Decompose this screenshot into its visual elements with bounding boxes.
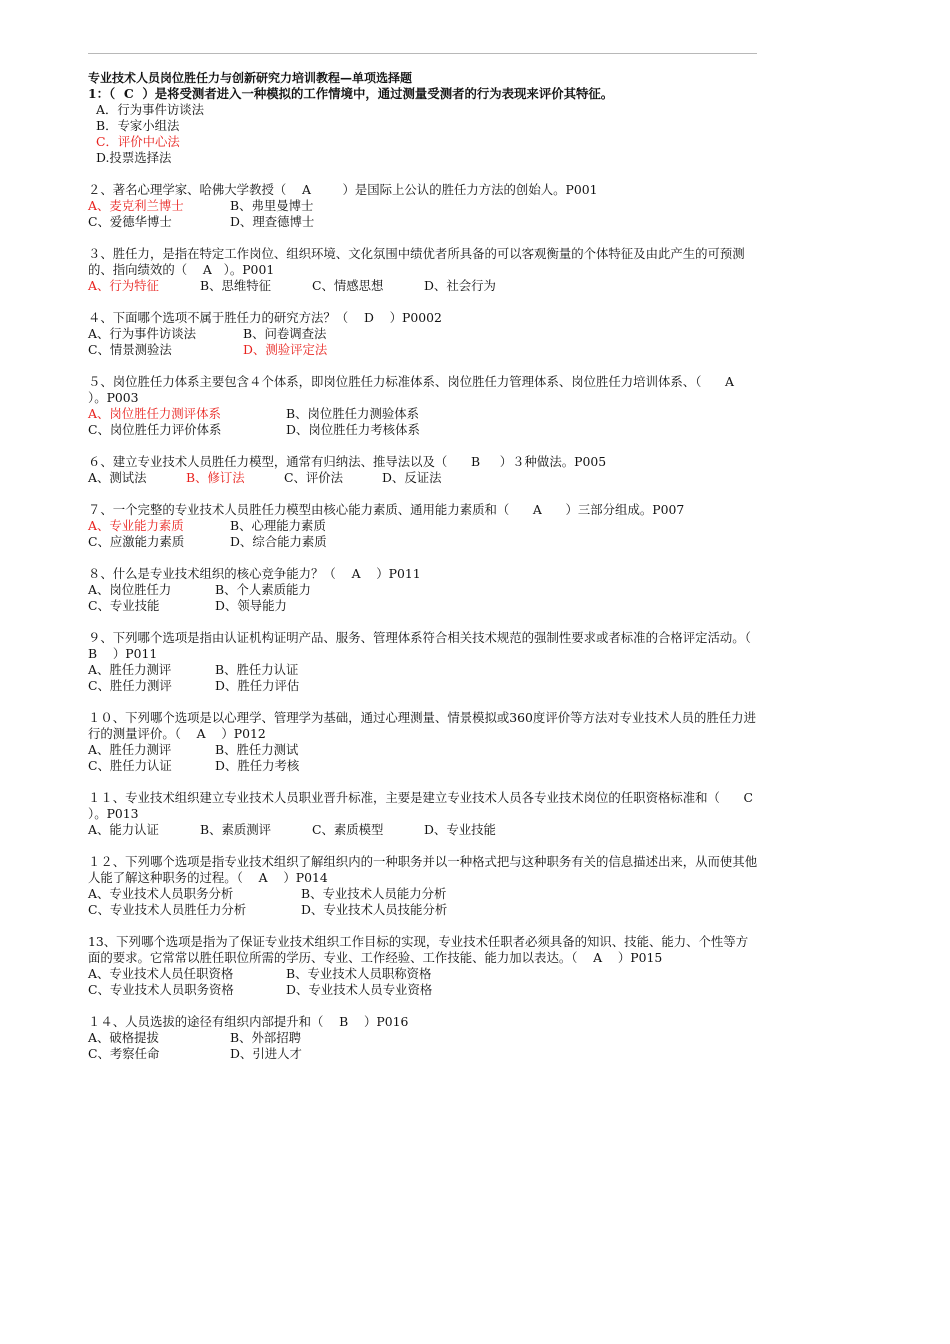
option-d: D、领导能力 — [215, 598, 287, 613]
option-c: C、胜任力测评 — [88, 678, 172, 693]
option-c: C、专业技术人员胜任力分析 — [88, 902, 247, 917]
question-8 — [88, 566, 758, 614]
option-b: B、岗位胜任力测验体系 — [286, 406, 420, 421]
option-a: A．行为事件访谈法 — [96, 102, 205, 117]
question-stem: ２、著名心理学家、哈佛大学教授（ A ）是国际上公认的胜任力方法的创始人。P001 — [88, 182, 598, 197]
option-a: A、破格提拔 — [88, 1030, 159, 1045]
question-stem: １１、专业技术组织建立专业技术人员职业晋升标准，主要是建立专业技术人员各专业技术岗位的任职资格标准和（ C ）。P013 — [88, 790, 773, 821]
option-c: C、考察任命 — [88, 1046, 160, 1061]
question-stem: ８、什么是专业技术组织的核心竞争能力？（ A ）P011 — [88, 566, 421, 581]
option-a: A、能力认证 — [88, 822, 159, 837]
question-stem: ６、建立专业技术人员胜任力模型，通常有归纳法、推导法以及（ B ）３种做法。P005 — [88, 454, 607, 469]
question-11 — [88, 790, 773, 838]
option-c: C、应激能力素质 — [88, 534, 185, 549]
document-body — [88, 70, 773, 1078]
option-d: D、专业技术人员技能分析 — [301, 902, 448, 917]
option-c: C、评价法 — [284, 470, 344, 485]
option-a-answer: A、专业能力素质 — [88, 518, 184, 533]
question-stem: ４、下面哪个选项不属于胜任力的研究方法？（ D ）P0002 — [88, 310, 442, 325]
option-d: D、专业技术人员专业资格 — [286, 982, 433, 997]
option-d: D、岗位胜任力考核体系 — [286, 422, 420, 437]
option-c: C、爱德华博士 — [88, 214, 172, 229]
question-stem: 1：（ C ）是将受测者进入一种模拟的工作情境中，通过测量受测者的行为表现来评价其特征。 — [88, 86, 614, 101]
question-3 — [88, 246, 758, 294]
option-c: C、胜任力认证 — [88, 758, 172, 773]
question-stem: ３、胜任力，是指在特定工作岗位、组织环境、文化氛围中绩优者所具备的可以客观衡量的个体特征及由此产生的可预测的、指向绩效的（ A ）。P001 — [88, 246, 745, 277]
question-10 — [88, 710, 758, 774]
question-2 — [88, 182, 758, 230]
option-b: B、专业技术人员能力分析 — [301, 886, 447, 901]
question-12 — [88, 854, 758, 918]
option-a-answer: A、行为特征 — [88, 278, 159, 293]
question-stem: １２、下列哪个选项是指专业技术组织了解组织内的一种职务并以一种格式把与这种职务有关的信息描述出来，从而使其他人能了解这种职务的过程。（ A ）P014 — [88, 854, 758, 885]
option-b: B、胜任力认证 — [215, 662, 299, 677]
option-c-answer: C．评价中心法 — [96, 134, 180, 149]
option-a: A、专业技术人员任职资格 — [88, 966, 234, 981]
question-stem: １４、人员选拔的途径有组织内部提升和（ B ）P016 — [88, 1014, 409, 1029]
question-5 — [88, 374, 758, 438]
option-a: A、行为事件访谈法 — [88, 326, 197, 341]
question-stem: ５、岗位胜任力体系主要包含４个体系，即岗位胜任力标准体系、岗位胜任力管理体系、岗位胜任力培训体系、（ A ）。P003 — [88, 374, 750, 405]
option-a: A、专业技术人员职务分析 — [88, 886, 234, 901]
option-c: C、岗位胜任力评价体系 — [88, 422, 222, 437]
question-1 — [88, 86, 758, 166]
question-stem: ７、一个完整的专业技术人员胜任力模型由核心能力素质、通用能力素质和（ A ）三部分组成。P007 — [88, 502, 685, 517]
option-d: D、胜任力评估 — [215, 678, 300, 693]
option-a: A、胜任力测评 — [88, 742, 172, 757]
question-stem: ９、下列哪个选项是指由认证机构证明产品、服务、管理体系符合相关技术规范的强制性要求或者标准的合格评定活动。（ B ）P011 — [88, 630, 767, 661]
option-d-answer: D、测验评定法 — [243, 342, 328, 357]
option-b: B、弗里曼博士 — [230, 198, 314, 213]
option-d: D、理查德博士 — [230, 214, 315, 229]
option-d: D、社会行为 — [424, 278, 496, 293]
option-b-answer: B、修订法 — [186, 470, 245, 485]
option-c: C、专业技术人员职务资格 — [88, 982, 234, 997]
option-d: D、反证法 — [382, 470, 442, 485]
option-c: C、情景测验法 — [88, 342, 172, 357]
option-b: B、心理能力素质 — [230, 518, 326, 533]
option-b: B、问卷调查法 — [243, 326, 327, 341]
option-d: D、引进人才 — [230, 1046, 302, 1061]
option-b: B、个人素质能力 — [215, 582, 311, 597]
option-c: C、素质模型 — [312, 822, 384, 837]
document-title: 专业技术人员岗位胜任力与创新研究力培训教程—单项选择题 — [88, 71, 413, 85]
option-a-answer: A、麦克利兰博士 — [88, 198, 184, 213]
question-6 — [88, 454, 758, 486]
option-a-answer: A、岗位胜任力测评体系 — [88, 406, 221, 421]
option-b: B、专业技术人员职称资格 — [286, 966, 432, 981]
option-b: B、胜任力测试 — [215, 742, 299, 757]
option-b: B、思维特征 — [200, 278, 272, 293]
header-rule — [88, 53, 757, 54]
option-d: D、综合能力素质 — [230, 534, 327, 549]
option-c: C、情感思想 — [312, 278, 384, 293]
option-d: D、胜任力考核 — [215, 758, 300, 773]
question-9 — [88, 630, 767, 694]
option-a: A、测试法 — [88, 470, 147, 485]
question-13 — [88, 934, 758, 998]
option-b: B、素质测评 — [200, 822, 272, 837]
question-stem: １０、下列哪个选项是以心理学、管理学为基础，通过心理测量、情景模拟或360度评价等方法对专业技术人员的胜任力进行的测量评价。（ A ）P012 — [88, 710, 756, 741]
question-7 — [88, 502, 758, 550]
option-a: A、岗位胜任力 — [88, 582, 172, 597]
option-d: D、专业技能 — [424, 822, 496, 837]
option-b: B．专家小组法 — [96, 118, 180, 133]
option-c: C、专业技能 — [88, 598, 160, 613]
option-b: B、外部招聘 — [230, 1030, 302, 1045]
option-a: A、胜任力测评 — [88, 662, 172, 677]
question-14 — [88, 1014, 758, 1062]
option-d: D.投票选择法 — [96, 150, 172, 165]
question-4 — [88, 310, 758, 358]
question-stem: 13、下列哪个选项是指为了保证专业技术组织工作目标的实现，专业技术任职者必须具备的知识、技能、能力、个性等方面的要求。它常常以胜任职位所需的学历、专业、工作经验、工作技能、能力加以表达。（ A ）P015 — [88, 934, 749, 965]
